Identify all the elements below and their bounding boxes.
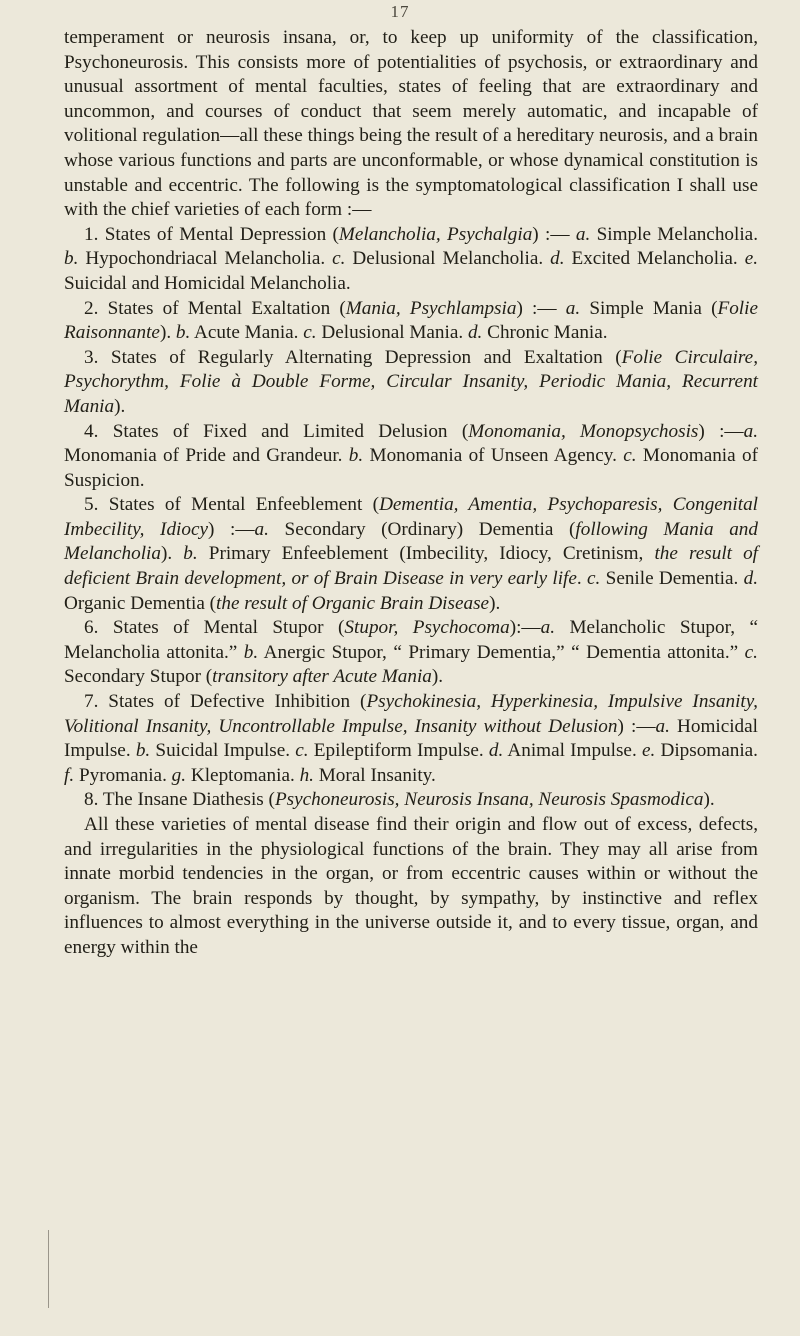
text-run: Moral Insanity. <box>313 764 436 786</box>
italic-text: b. <box>348 445 364 467</box>
italic-text: the result of deficient Brain development, or of Brain Disease in very early life <box>64 543 759 590</box>
paragraph-intro <box>64 26 758 223</box>
italic-text: e. <box>641 740 656 762</box>
italic-text: transitory after Acute Mania <box>212 666 432 688</box>
italic-text: the result of Organic Brain Disease <box>216 592 490 614</box>
paragraph-enfeeblement <box>64 493 758 616</box>
text-run: Suicidal and Homicidal Melancholia. <box>64 272 351 294</box>
italic-text: a. <box>575 223 591 245</box>
italic-text: Stupor, Psychocoma <box>344 617 510 639</box>
italic-text: c. <box>587 568 601 590</box>
text-run: ). <box>160 543 184 565</box>
text-run: Dipsomania. <box>655 740 758 762</box>
page-number: 17 <box>390 2 410 21</box>
italic-text: Folie Raisonnante <box>64 297 758 344</box>
text-run: 5. States of Mental Enfeeblement ( <box>84 494 380 516</box>
text-run: All these varieties of mental disease find their origin and flow out of excess, defects, and irregularities in the physiological functions of the brain. They may all arise from innate morbid tendencies in the organ, or from eccentric causes within or without the organism. The brain responds by thought, by sympathy, by instinctive and reflex influences to almost everything in the universe outside it, and to every tissue, organ, and energy within the <box>64 814 758 958</box>
italic-text: c. <box>332 248 346 270</box>
text-run: Secondary Stupor ( <box>64 666 213 688</box>
text-run: Epileptiform Impulse. <box>308 740 489 762</box>
text-run: Delusional Melancholia. <box>345 248 551 270</box>
margin-bracket-mark <box>48 1230 65 1308</box>
paragraph-depression <box>64 223 758 297</box>
text-run: 2. States of Mental Exaltation ( <box>84 297 346 319</box>
italic-text: a. <box>743 420 758 442</box>
text-run: Homicidal Impulse. <box>64 715 758 762</box>
italic-text: a. <box>655 715 670 737</box>
text-run: ) :— <box>532 223 576 245</box>
text-run: Simple Melancholia. <box>590 223 758 245</box>
italic-text: b. <box>135 740 151 762</box>
text-run: Monomania of Unseen Agency. <box>363 445 624 467</box>
text-run: Kleptomania. <box>186 764 300 786</box>
italic-text: following Mania and Melancholia <box>64 518 758 565</box>
text-run: Primary Enfeeblement (Imbecility, Idiocy, Cretinism, <box>197 543 655 565</box>
italic-text: d. <box>488 740 504 762</box>
italic-text: a. <box>540 617 556 639</box>
italic-text: c. <box>744 641 758 663</box>
text-run: ). <box>114 395 126 417</box>
paragraph-diathesis <box>64 788 758 813</box>
text-run: Excited Melancholia. <box>564 248 745 270</box>
text-run: Secondary (Ordinary) Dementia ( <box>268 518 576 540</box>
text-run: ) :— <box>617 715 656 737</box>
italic-text: b. <box>183 543 198 565</box>
italic-text: Mania, Psychlampsia <box>345 297 517 319</box>
paragraph-delusion <box>64 420 758 494</box>
text-run: 4. States of Fixed and Limited Delusion ( <box>84 420 469 442</box>
text-run: Chronic Mania. <box>482 322 608 344</box>
italic-text: d. <box>743 568 758 590</box>
italic-text: c. <box>295 740 309 762</box>
text-run: ):— <box>509 617 541 639</box>
text-run: . <box>576 568 588 590</box>
italic-text: Melancholia, Psychalgia <box>338 223 533 245</box>
italic-text: e. <box>744 248 759 270</box>
paragraph-inhibition <box>64 690 758 788</box>
italic-text: Monomania, Monopsychosis <box>468 420 699 442</box>
text-run: Anergic Stupor, “ Primary Dementia,” “ Dementia attonita.” <box>258 641 745 663</box>
text-run: 7. States of Defective Inhibition ( <box>84 691 367 713</box>
text-run: Delusional Mania. <box>316 322 468 344</box>
italic-text: g. <box>171 764 187 786</box>
text-run: 1. States of Mental Depression ( <box>84 223 339 245</box>
italic-text: c. <box>623 445 637 467</box>
italic-text: c. <box>303 322 317 344</box>
text-run: temperament or neurosis insana, or, to keep up uniformity of the classification, Psychoneurosis. This consists more of potentialities of psychosis, or extraordinary and unusual assortment of mental faculties, states of feeling that are extraordinary and uncommon, and courses of conduct that seem merely automatic, and incapable of volitional regulation—all these things being the result of a hereditary neurosis, and a brain whose various functions and parts are unconformable, or whose dynamical constitution is unstable and eccentric. The following is the symptomatological classification I shall use with the chief varieties of each form :— <box>64 27 758 221</box>
text-run: ). <box>159 322 176 344</box>
text-run: ). <box>489 592 501 614</box>
text-run: ). <box>431 666 444 688</box>
italic-text: d. <box>467 322 483 344</box>
italic-text: a. <box>565 297 581 319</box>
italic-text: Psychokinesia, Hyperkinesia, Impulsive Insanity, Volitional Insanity, Uncontrollable Impulse, Insanity without Delusion <box>64 691 758 737</box>
text-run: 8. The Insane Diathesis ( <box>84 789 275 811</box>
text-run: Acute Mania. <box>190 322 304 344</box>
paragraph-closing <box>64 813 758 961</box>
text-run: ) :— <box>516 297 566 319</box>
paragraph-alternating <box>64 346 758 420</box>
paragraph-exaltation <box>64 297 758 346</box>
italic-text: b. <box>243 641 259 663</box>
text-run: Monomania of Suspicion. <box>64 445 758 491</box>
italic-text: f. <box>64 764 75 786</box>
text-run: ) :— <box>698 420 744 442</box>
text-run: Pyromania. <box>74 764 172 786</box>
text-run: Melancholic Stupor, “ Melancholia attonita.” <box>64 617 759 663</box>
text-run: 6. States of Mental Stupor ( <box>84 617 345 639</box>
italic-text: a. <box>254 518 269 540</box>
text-run: ) :— <box>208 518 255 540</box>
text-run: 3. States of Regularly Alternating Depression and Exaltation ( <box>84 346 622 368</box>
text-run: Hypochondriacal Melancholia. <box>78 248 333 270</box>
text-run: Animal Impulse. <box>503 740 642 762</box>
body-text <box>64 26 758 961</box>
italic-text: Psychoneurosis, Neurosis Insana, Neurosis Spasmodica <box>274 789 704 811</box>
italic-text: Folie Circulaire, Psychorythm, Folie à Double Forme, Circular Insanity, Periodic Mania, Recurrent Mania <box>64 346 758 417</box>
italic-text: b. <box>64 248 79 270</box>
paragraph-stupor <box>64 616 758 690</box>
italic-text: Dementia, Amentia, Psychoparesis, Congenital Imbecility, Idiocy <box>64 494 758 540</box>
text-run: ). <box>703 789 715 811</box>
text-run: Organic Dementia ( <box>64 592 217 614</box>
text-run: Monomania of Pride and Grandeur. <box>64 445 349 467</box>
text-run: Suicidal Impulse. <box>150 740 296 762</box>
text-run: Senile Dementia. <box>600 568 744 590</box>
italic-text: b. <box>175 322 191 344</box>
italic-text: h. <box>299 764 314 786</box>
text-run: Simple Mania ( <box>580 297 718 319</box>
italic-text: d. <box>550 248 565 270</box>
